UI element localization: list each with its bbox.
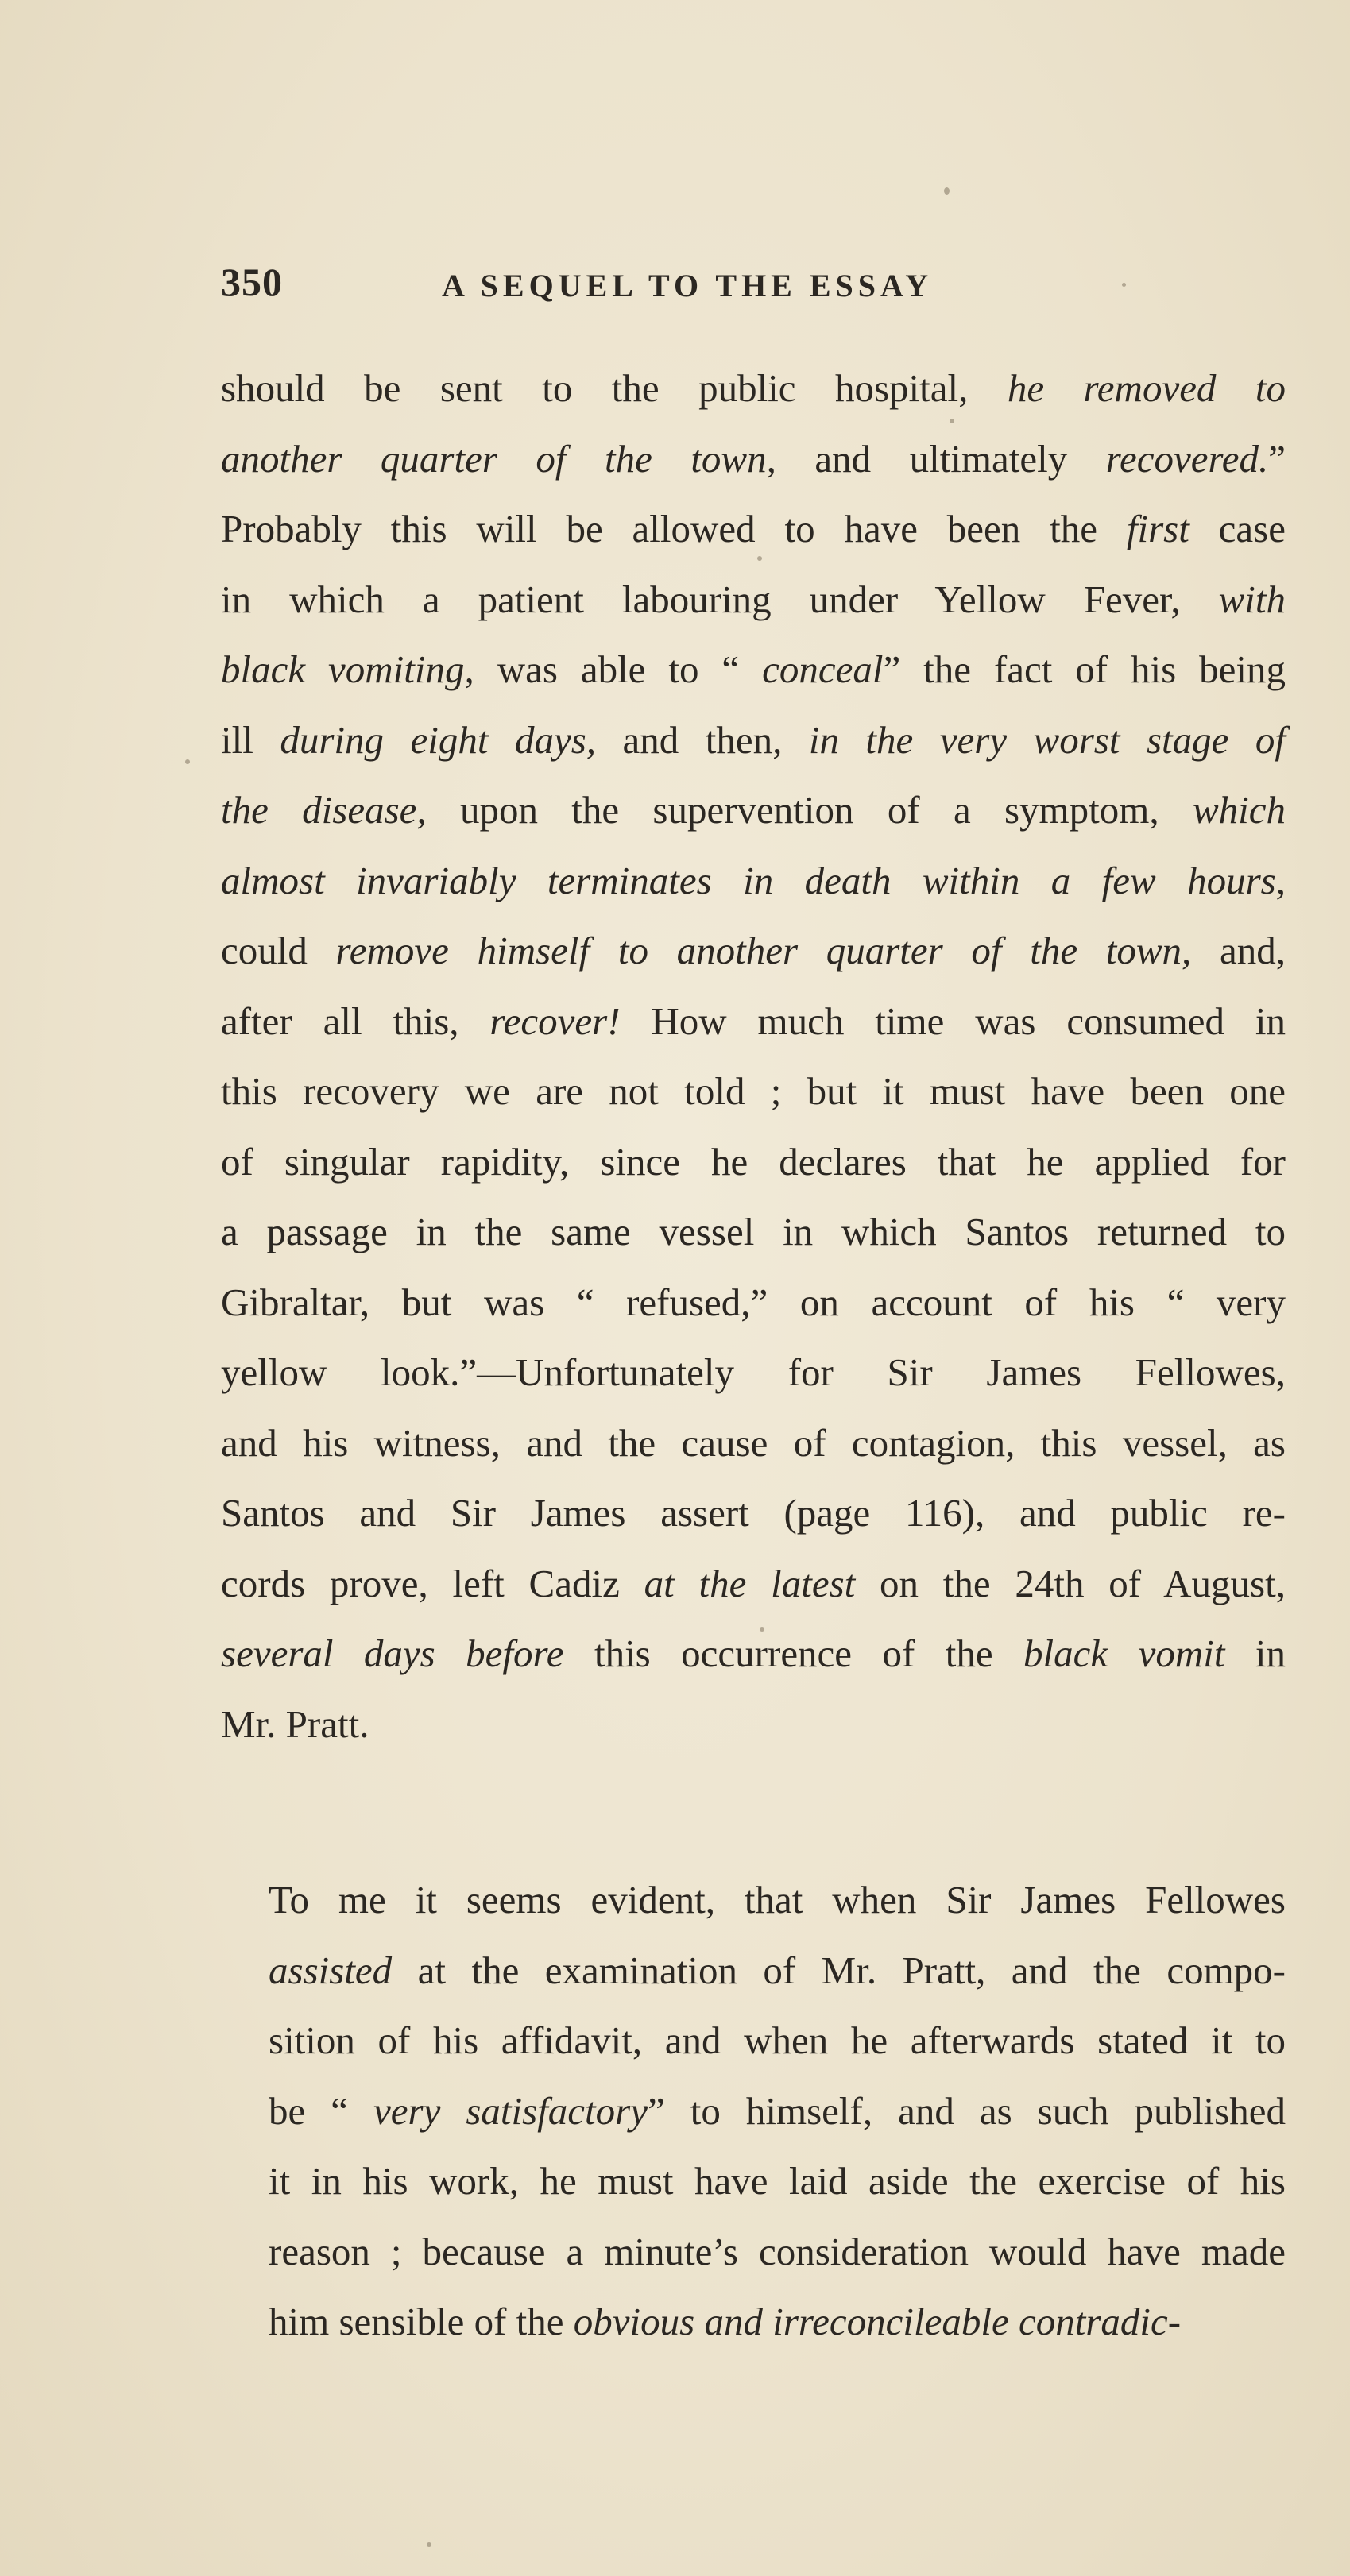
text-line <box>221 1690 1286 1760</box>
text-run: case <box>1189 507 1286 550</box>
text-run: be “ <box>269 2088 373 2133</box>
running-head <box>221 259 1135 315</box>
paragraph-1 <box>221 353 1286 1759</box>
text-run: and then, <box>596 717 809 762</box>
paper-speck <box>1122 283 1126 287</box>
text-run: and ultimately <box>776 436 1106 481</box>
text-run: ill <box>221 717 280 762</box>
running-title: A SEQUEL TO THE ESSAY <box>442 268 934 303</box>
text-run: on the 24th of August, <box>855 1561 1286 1605</box>
text-line <box>221 424 1286 495</box>
paper-speck <box>427 2542 431 2547</box>
italic-text: the disease, <box>221 788 427 832</box>
text-line <box>221 2076 1286 2147</box>
text-run: in which a patient labouring under Yellow Fever, <box>221 577 1219 621</box>
text-run: ” the fact of his being <box>883 647 1286 691</box>
text-line <box>221 846 1286 917</box>
text-line <box>221 1619 1286 1690</box>
paper-speck <box>757 556 762 561</box>
text-run: of singular rapidity, since he declares that he applied for <box>221 1139 1286 1184</box>
italic-text: another quarter of the town, <box>221 436 776 481</box>
text-line <box>221 1936 1286 2006</box>
text-run: sition of his affidavit, and when he afterwards stated it to <box>269 2018 1286 2062</box>
italic-text: several days before <box>221 1632 564 1675</box>
text-run: ” to himself, and as such published <box>647 2088 1286 2133</box>
paragraph-2 <box>221 1865 1286 2358</box>
text-run: could <box>221 929 336 972</box>
text-run: and, <box>1191 929 1286 972</box>
text-run: upon the supervention of a symptom, <box>426 788 1193 832</box>
italic-text: remove himself to another quarter of the town, <box>335 929 1192 972</box>
text-line <box>221 635 1286 705</box>
text-line <box>221 705 1286 776</box>
text-line <box>221 1197 1286 1268</box>
text-run: Mr. Pratt. <box>221 1701 369 1746</box>
italic-text: black vomiting, <box>221 647 474 691</box>
text-line <box>221 1127 1286 1198</box>
text-run: and his witness, and the cause of contagion, this vessel, as <box>221 1420 1286 1465</box>
text-run: Probably this will be allowed to have been the <box>221 507 1127 550</box>
text-run: How much time was consumed in <box>620 998 1286 1043</box>
text-run: cords prove, left Cadiz <box>221 1561 644 1605</box>
text-run: in <box>1224 1632 1286 1675</box>
text-line <box>221 2006 1286 2076</box>
text-line <box>221 1478 1286 1549</box>
paper-speck <box>944 187 950 195</box>
text-line <box>221 1408 1286 1479</box>
text-line <box>221 916 1286 987</box>
text-line <box>221 1268 1286 1338</box>
text-run: ” <box>1268 436 1286 481</box>
text-line <box>221 2217 1286 2288</box>
paper-speck <box>185 759 190 764</box>
text-run: after all this, <box>221 998 490 1043</box>
text-run: a passage in the same vessel in which Santos returned to <box>221 1210 1286 1253</box>
text-line <box>221 775 1286 846</box>
text-line <box>221 1338 1286 1408</box>
text-run: To me it seems evident, that when Sir James Fellowes <box>269 1878 1286 1921</box>
text-run: this recovery we are not told ; but it must have been one <box>221 1069 1286 1113</box>
paper-speck <box>760 1627 764 1632</box>
text-run: at the examination of Mr. Pratt, and the compo- <box>392 1948 1286 1992</box>
text-run: Gibraltar, but was “ refused,” on account of his “ very <box>221 1280 1286 1324</box>
italic-text: at the latest <box>644 1561 856 1605</box>
text-run: was able to “ <box>474 647 763 691</box>
italic-text: conceal <box>762 647 884 691</box>
italic-text: recover! <box>489 998 621 1043</box>
text-line <box>221 494 1286 565</box>
text-line <box>221 353 1286 424</box>
text-line <box>221 2287 1286 2358</box>
text-run: Santos and Sir James assert (page 116), and public re- <box>221 1491 1286 1535</box>
italic-text: he removed to <box>1007 366 1286 410</box>
text-line <box>221 987 1286 1057</box>
italic-text: almost invariably terminates in death within a few hours, <box>221 858 1286 902</box>
italic-text: which <box>1192 788 1286 832</box>
italic-text: obvious and irreconcileable contradic- <box>573 2300 1182 2343</box>
italic-text: during eight days, <box>280 717 597 762</box>
text-run: should be sent to the public hospital, <box>221 366 1008 410</box>
text-line <box>221 2146 1286 2217</box>
italic-text: very satisfactory <box>373 2088 648 2133</box>
italic-text: with <box>1218 577 1286 621</box>
italic-text: recovered. <box>1105 436 1269 481</box>
italic-text: black vomit <box>1023 1632 1225 1675</box>
italic-text: assisted <box>269 1948 393 1992</box>
italic-text: in the very worst stage of <box>808 717 1286 762</box>
text-line <box>221 1549 1286 1620</box>
text-run: yellow look.”—Unfortunately for Sir James Fellowes, <box>221 1350 1286 1394</box>
text-run: reason ; because a minute’s consideration would have made <box>269 2229 1286 2273</box>
text-run: him sensible of the <box>269 2300 574 2343</box>
text-line <box>221 565 1286 635</box>
page-number: 350 <box>221 260 283 304</box>
paper-speck <box>950 419 954 423</box>
italic-text: first <box>1126 507 1189 550</box>
text-line <box>221 1056 1286 1127</box>
text-line <box>221 1865 1286 1936</box>
text-run: it in his work, he must have laid aside the exercise of his <box>269 2159 1286 2203</box>
text-run: this occurrence of the <box>563 1632 1024 1675</box>
